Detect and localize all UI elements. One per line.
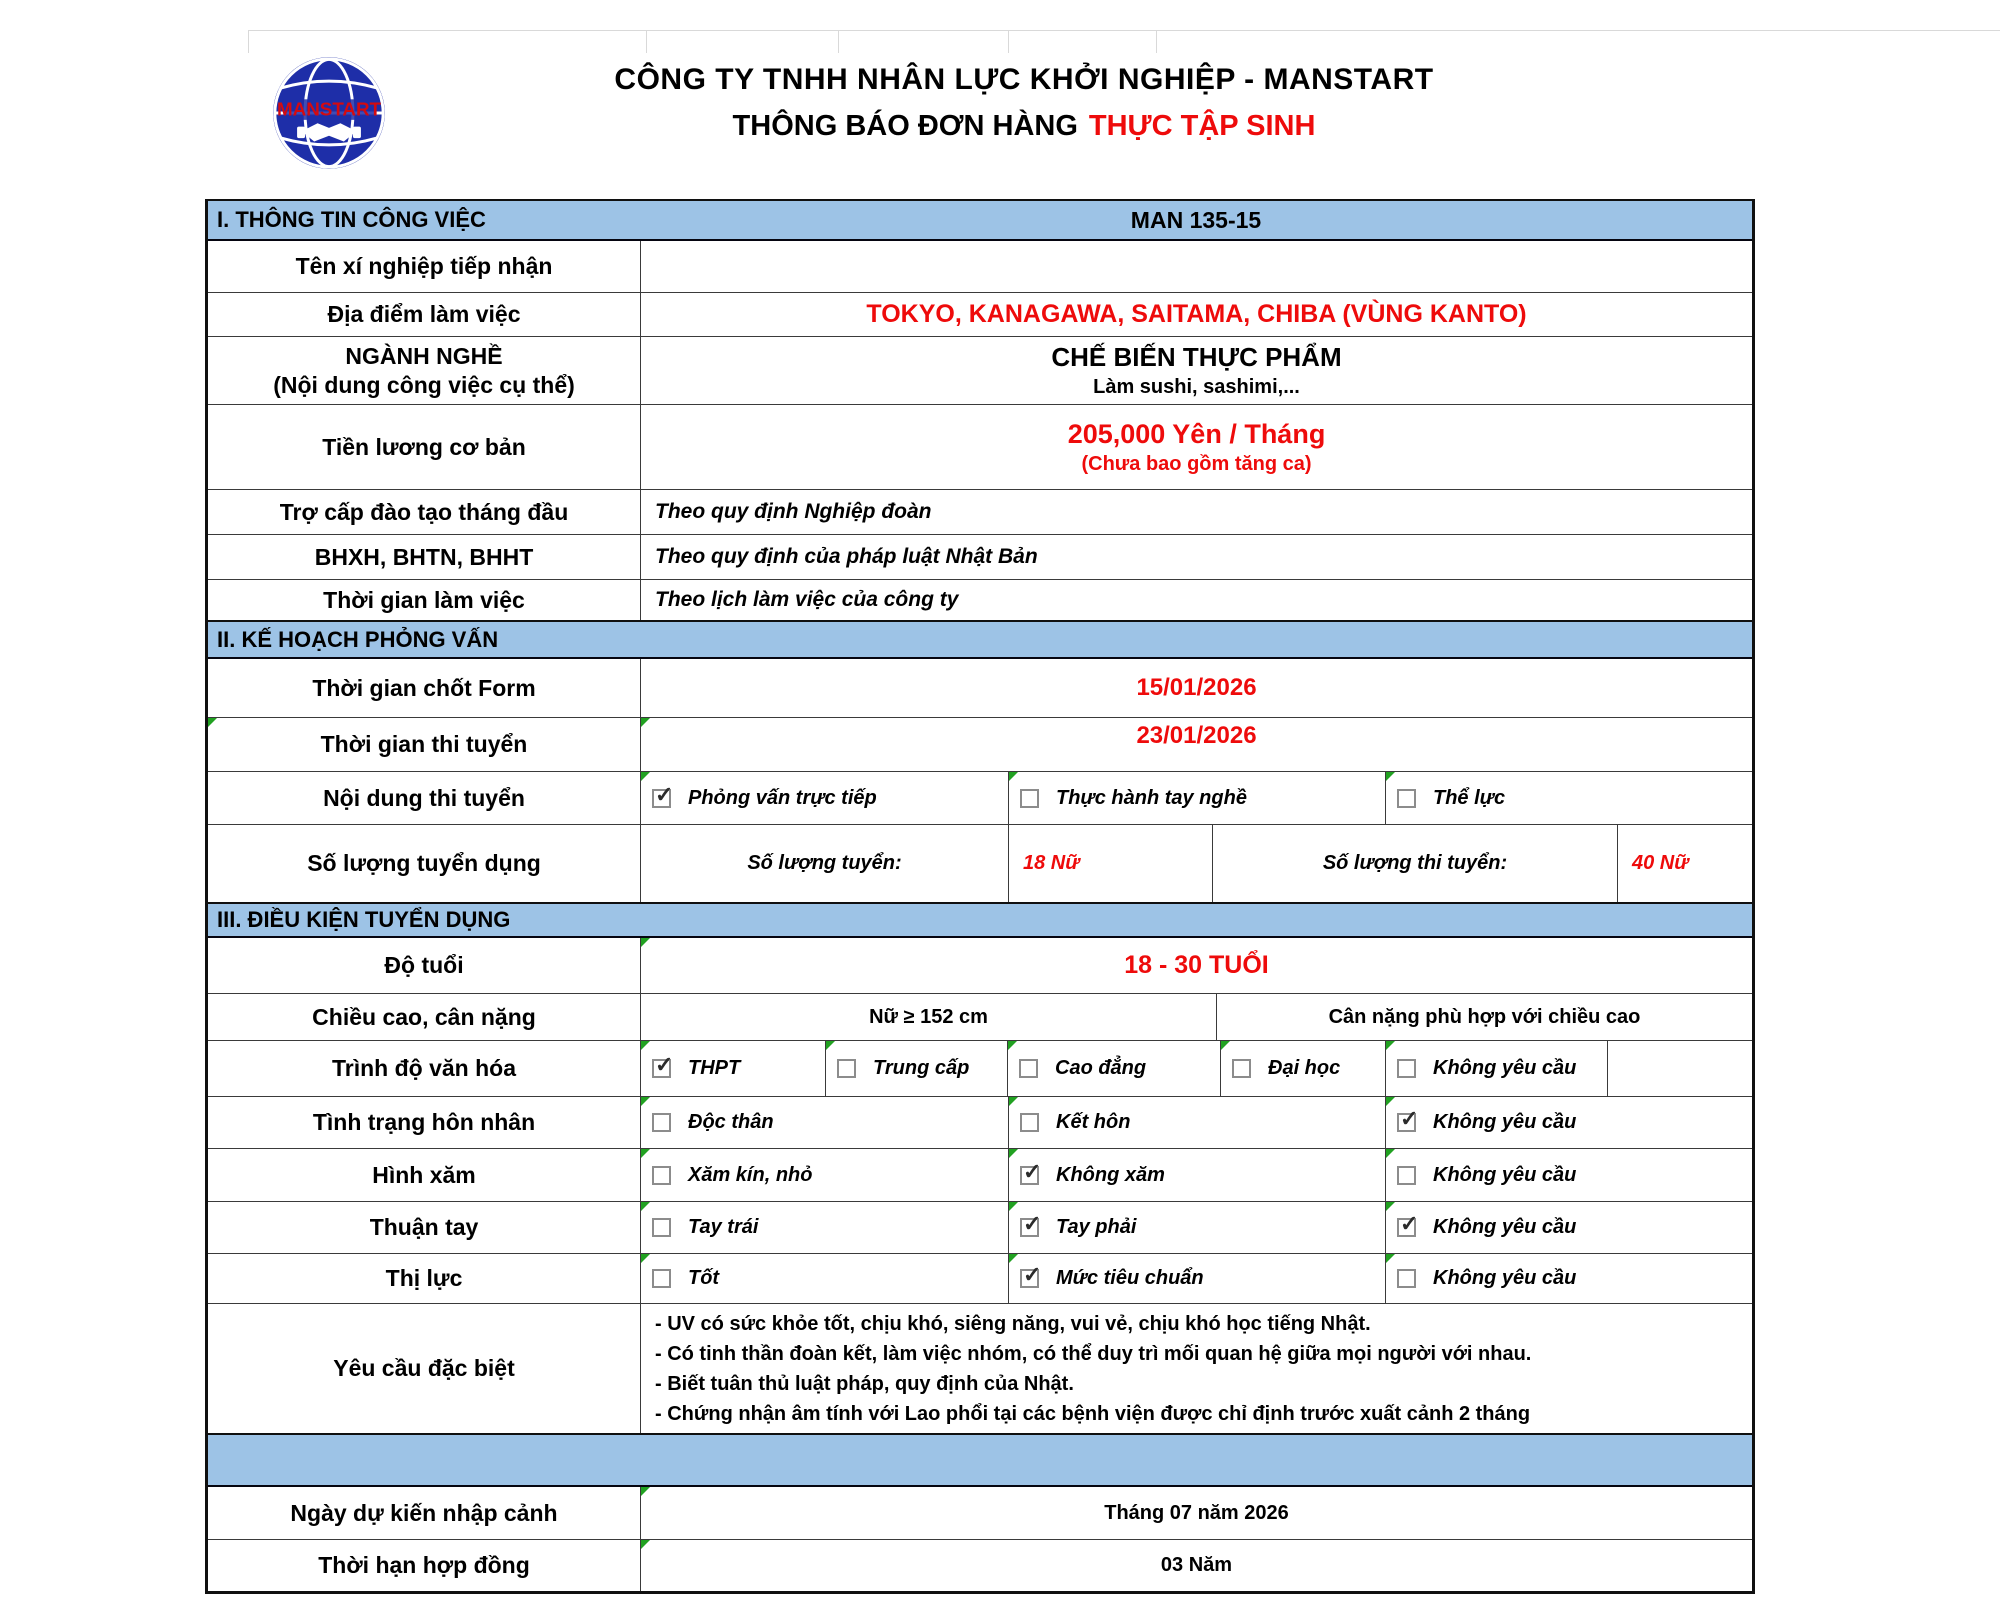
- tattoo-option-norequirement: [1385, 1149, 1752, 1201]
- checkbox-label: Xăm kín, nhỏ: [688, 1163, 813, 1186]
- row-salary: [208, 404, 1752, 489]
- job-order-table: [205, 199, 1755, 1594]
- gridline: [1008, 30, 1009, 53]
- checkbox-icon[interactable]: [1019, 1059, 1038, 1078]
- row-company: [208, 241, 1752, 292]
- entry-date-value: Tháng 07 năm 2026: [640, 1487, 1752, 1539]
- empty-section-band: [208, 1433, 1752, 1487]
- checkbox-icon[interactable]: [1232, 1059, 1251, 1078]
- checkbox-icon[interactable]: [1397, 1218, 1416, 1237]
- vision-option-norequirement: [1385, 1254, 1752, 1303]
- checkbox-icon[interactable]: [837, 1059, 856, 1078]
- recruit-count-label: Số lượng tuyển:: [640, 825, 1008, 902]
- marital-label: Tình trạng hôn nhân: [312, 1109, 536, 1135]
- checkbox-label: Cao đẳng: [1055, 1057, 1147, 1079]
- checkbox-label: Không yêu cầu: [1433, 1111, 1577, 1133]
- industry-value-cell: [640, 337, 1752, 404]
- exam-option-physical: [1385, 772, 1752, 824]
- row-exam-content: [208, 771, 1752, 824]
- hand-option-norequirement: [1385, 1202, 1752, 1253]
- checkbox-icon[interactable]: [652, 789, 671, 808]
- special-item: - Chứng nhận âm tính với Lao phổi tại các bệnh viện được chỉ định trước xuất cảnh 2 tháng: [655, 1402, 1531, 1425]
- worktime-label: Thời gian làm việc: [323, 586, 525, 613]
- row-quantity: [208, 824, 1752, 902]
- row-education: [208, 1040, 1752, 1096]
- checkbox-label: THPT: [688, 1057, 741, 1079]
- row-body: [208, 993, 1752, 1040]
- insurance-label: BHXH, BHTN, BHHT: [314, 543, 534, 570]
- logo-text: MANSTART: [276, 98, 382, 120]
- exam-date-label: Thời gian thi tuyển: [208, 718, 640, 771]
- education-option-daihoc: [1220, 1041, 1385, 1096]
- hand-option-right: [1008, 1202, 1385, 1253]
- special-requirements: [640, 1304, 1752, 1433]
- document-title-highlight: THỰC TẬP SINH: [1088, 110, 1316, 142]
- row-hand: [208, 1201, 1752, 1253]
- applicant-count-label: Số lượng thi tuyển:: [1212, 825, 1617, 902]
- marital-option-single: [640, 1097, 1008, 1148]
- checkbox-label: Trung cấp: [873, 1057, 970, 1079]
- order-code: MAN 135-15: [1130, 206, 1262, 233]
- checkbox-icon[interactable]: [1397, 1059, 1416, 1078]
- entry-date-label: Ngày dự kiến nhập cảnh: [290, 1499, 558, 1526]
- salary-value-cell: [640, 405, 1752, 489]
- checkbox-icon[interactable]: [1020, 1218, 1039, 1237]
- gridline: [1156, 30, 1157, 53]
- checkbox-icon[interactable]: [652, 1166, 671, 1185]
- weight-value: Cân nặng phù hợp với chiều cao: [1216, 994, 1752, 1040]
- checkbox-label: Kết hôn: [1056, 1111, 1131, 1133]
- vision-option-standard: [1008, 1254, 1385, 1303]
- form-deadline-value: 15/01/2026: [640, 659, 1752, 717]
- marital-option-married: [1008, 1097, 1385, 1148]
- education-label: Trình độ văn hóa: [331, 1055, 516, 1081]
- checkbox-label: Tốt: [688, 1267, 720, 1289]
- checkbox-icon[interactable]: [1397, 789, 1416, 808]
- quantity-label: Số lượng tuyển dụng: [307, 850, 541, 876]
- hand-label: Thuận tay: [369, 1214, 479, 1240]
- contract-term-value: 03 Năm: [640, 1540, 1752, 1591]
- section-3-header: [208, 902, 1752, 938]
- document-title-prefix: THÔNG BÁO ĐƠN HÀNG: [732, 110, 1078, 142]
- gridline: [646, 30, 647, 53]
- special-item: - Biết tuân thủ luật pháp, quy định của Nhật.: [655, 1372, 1074, 1395]
- document-title: [205, 110, 1843, 143]
- row-exam-date: [208, 717, 1752, 771]
- gridline: [248, 30, 2000, 31]
- education-empty-cell: [1607, 1041, 1752, 1096]
- section-1-title: I. THÔNG TIN CÔNG VIỆC: [217, 207, 486, 232]
- row-age: [208, 938, 1752, 993]
- row-industry: [208, 336, 1752, 404]
- row-worktime: [208, 579, 1752, 620]
- section-3-title: III. ĐIỀU KIỆN TUYỂN DỤNG: [217, 907, 511, 932]
- salary-note: (Chưa bao gồm tăng ca): [1081, 452, 1312, 475]
- section-1-header: [208, 201, 1752, 241]
- worktime-value: Theo lịch làm việc của công ty: [640, 580, 1752, 620]
- checkbox-label: Độc thân: [688, 1111, 774, 1133]
- checkbox-icon[interactable]: [1397, 1166, 1416, 1185]
- section-2-header: [208, 620, 1752, 659]
- checkbox-icon[interactable]: [1020, 1113, 1039, 1132]
- row-marital: [208, 1096, 1752, 1148]
- location-label: Địa điểm làm việc: [327, 301, 521, 327]
- special-label: Yêu cầu đặc biệt: [333, 1355, 515, 1381]
- hand-option-left: [640, 1202, 1008, 1253]
- checkbox-icon[interactable]: [1397, 1269, 1416, 1288]
- company-title: CÔNG TY TNHH NHÂN LỰC KHỞI NGHIỆP - MANSTART: [614, 63, 1434, 96]
- checkbox-icon[interactable]: [652, 1059, 671, 1078]
- checkbox-label: Mức tiêu chuẩn: [1056, 1267, 1204, 1289]
- row-entry-date: [208, 1487, 1752, 1539]
- gridline: [838, 30, 839, 53]
- company-label: Tên xí nghiệp tiếp nhận: [295, 253, 553, 279]
- row-location: [208, 292, 1752, 336]
- row-insurance: [208, 534, 1752, 579]
- checkbox-label: Tay trái: [688, 1216, 759, 1238]
- body-label: Chiều cao, cân nặng: [312, 1003, 536, 1030]
- row-form-deadline: [208, 659, 1752, 717]
- applicant-count-value: 40 Nữ: [1617, 825, 1752, 902]
- contract-term-label: Thời hạn hợp đồng: [318, 1552, 530, 1578]
- checkbox-label: Thực hành tay nghề: [1056, 786, 1247, 809]
- recruit-count-value: 18 Nữ: [1008, 825, 1212, 902]
- height-value: Nữ ≥ 152 cm: [640, 994, 1216, 1040]
- industry-detail: Làm sushi, sashimi,...: [1093, 376, 1300, 398]
- salary-label: Tiền lương cơ bản: [322, 433, 526, 460]
- exam-option-skill: [1008, 772, 1385, 824]
- form-deadline-label: Thời gian chốt Form: [312, 674, 536, 701]
- special-item: - Có tinh thần đoàn kết, làm việc nhóm, có thể duy trì mối quan hệ giữa mọi người với nhau.: [655, 1342, 1532, 1365]
- section-2-title: II. KẾ HOẠCH PHỎNG VẤN: [217, 626, 499, 652]
- checkbox-icon[interactable]: [652, 1269, 671, 1288]
- checkbox-label: Đại học: [1268, 1057, 1341, 1079]
- gridline: [248, 30, 249, 53]
- insurance-value: Theo quy định của pháp luật Nhật Bản: [640, 535, 1752, 579]
- checkbox-label: Phỏng vấn trực tiếp: [688, 786, 877, 809]
- industry-value: CHẾ BIẾN THỰC PHẨM: [1051, 342, 1342, 372]
- tattoo-label: Hình xăm: [372, 1161, 476, 1188]
- education-option-caodang: [1007, 1041, 1220, 1096]
- checkbox-icon[interactable]: [1020, 1166, 1039, 1185]
- allowance-label: Trợ cấp đào tạo tháng đầu: [279, 498, 569, 525]
- row-special: [208, 1303, 1752, 1433]
- exam-date-value: 23/01/2026: [640, 718, 1752, 771]
- allowance-value: Theo quy định Nghiệp đoàn: [640, 490, 1752, 534]
- tattoo-option-none: [1008, 1149, 1385, 1201]
- checkbox-label: Thể lực: [1433, 786, 1506, 809]
- checkbox-label: Không yêu cầu: [1433, 1267, 1577, 1289]
- row-allowance: [208, 489, 1752, 534]
- exam-content-label: Nội dung thi tuyển: [323, 784, 525, 811]
- checkbox-label: Không xăm: [1056, 1163, 1165, 1186]
- checkbox-icon[interactable]: [652, 1218, 671, 1237]
- education-option-norequirement: [1385, 1041, 1607, 1096]
- checkbox-icon[interactable]: [1020, 789, 1039, 808]
- exam-option-interview: [640, 772, 1008, 824]
- age-value: 18 - 30 TUỔI: [640, 938, 1752, 993]
- industry-label-line1: NGÀNH NGHỀ: [345, 342, 503, 369]
- location-value: TOKYO, KANAGAWA, SAITAMA, CHIBA (VÙNG KANTO): [640, 293, 1752, 336]
- age-label: Độ tuổi: [384, 952, 464, 978]
- special-item: - UV có sức khỏe tốt, chịu khó, siêng năng, vui vẻ, chịu khó học tiếng Nhật.: [655, 1312, 1371, 1335]
- vision-option-good: [640, 1254, 1008, 1303]
- vision-label: Thị lực: [385, 1265, 463, 1291]
- checkbox-icon[interactable]: [1020, 1269, 1039, 1288]
- marital-option-norequirement: [1385, 1097, 1752, 1148]
- row-tattoo: [208, 1148, 1752, 1201]
- checkbox-label: Không yêu cầu: [1433, 1216, 1577, 1238]
- company-value: [640, 241, 1752, 292]
- salary-value: 205,000 Yên / Tháng: [1067, 418, 1326, 449]
- checkbox-label: Tay phải: [1056, 1216, 1137, 1238]
- checkbox-icon[interactable]: [1397, 1113, 1416, 1132]
- row-vision: [208, 1253, 1752, 1303]
- checkbox-label: Không yêu cầu: [1433, 1057, 1577, 1079]
- education-option-trungcap: [825, 1041, 1007, 1096]
- checkbox-label: Không yêu cầu: [1433, 1163, 1577, 1186]
- row-contract-term: [208, 1539, 1752, 1591]
- industry-label-line2: (Nội dung công việc cụ thể): [273, 371, 575, 398]
- tattoo-option-small: [640, 1149, 1008, 1201]
- checkbox-icon[interactable]: [652, 1113, 671, 1132]
- education-option-thpt: [640, 1041, 825, 1096]
- industry-label: [208, 337, 640, 404]
